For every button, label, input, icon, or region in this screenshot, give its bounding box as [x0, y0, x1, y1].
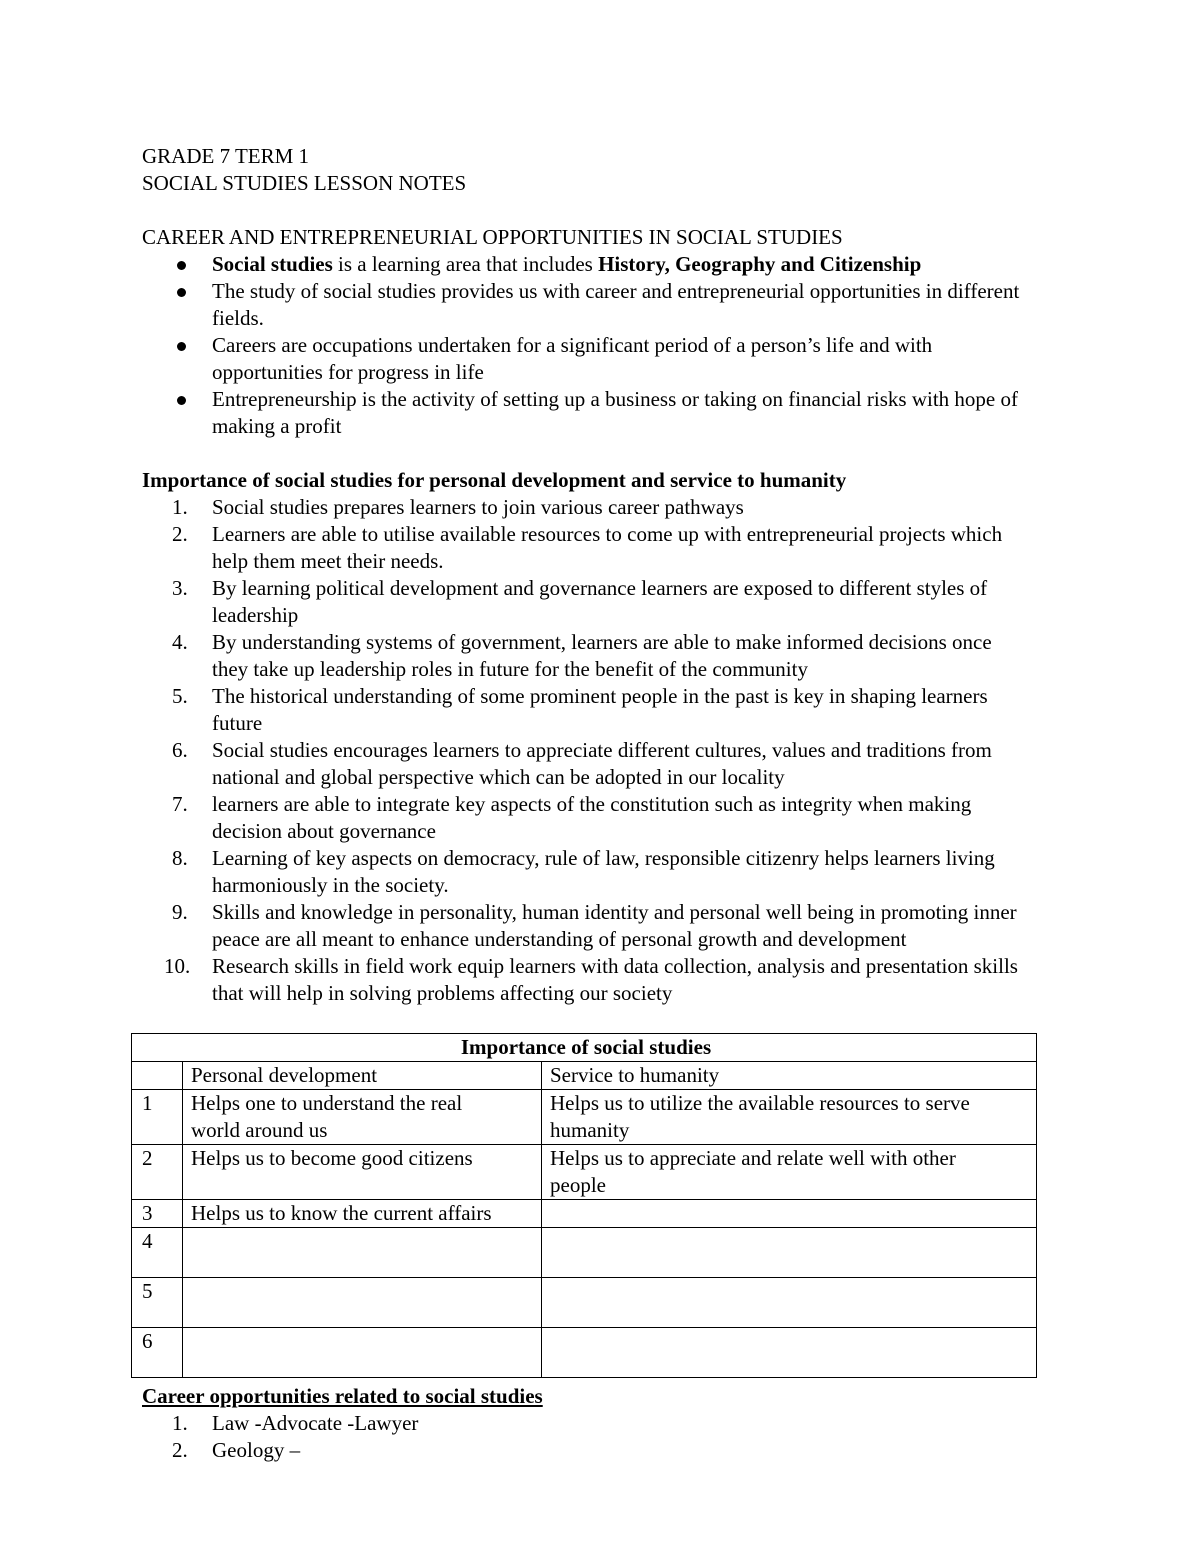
cell-text: Helps us to become good citizens — [191, 1146, 473, 1170]
list-text: peace are all meant to enhance understanding of personal growth and development — [212, 927, 907, 951]
cell-text: people — [550, 1173, 606, 1197]
list-text: they take up leadership roles in future for the benefit of the community — [212, 657, 808, 681]
row-index: 2 — [132, 1145, 183, 1200]
list-item — [142, 1437, 1132, 1464]
career-section — [142, 1383, 1132, 1464]
cell-text: Helps us to know the current affairs — [191, 1201, 492, 1225]
career-bullet-list — [142, 251, 1132, 440]
table-cell — [183, 1090, 542, 1145]
list-number: 1. — [172, 495, 188, 519]
list-item — [142, 737, 1132, 791]
list-text: Learning of key aspects on democracy, rule of law, responsible citizenry helps learners living — [212, 846, 995, 870]
list-item — [142, 332, 1132, 386]
bullet-icon — [177, 396, 186, 405]
list-number: 5. — [172, 684, 188, 708]
importance-table — [131, 1033, 1037, 1378]
column-header-personal: Personal development — [183, 1062, 542, 1090]
table-cell — [542, 1145, 1037, 1200]
bold-term: Social studies — [212, 252, 333, 276]
bullet-icon — [177, 288, 186, 297]
bullet-text: fields. — [212, 306, 264, 330]
table-cell — [132, 1062, 183, 1090]
list-item — [142, 899, 1132, 953]
list-text: decision about governance — [212, 819, 436, 843]
list-number: 3. — [172, 576, 188, 600]
table-row — [132, 1278, 1037, 1328]
table-cell — [183, 1278, 542, 1328]
list-text: Research skills in field work equip learners with data collection, analysis and presentation skills — [212, 954, 1018, 978]
list-text: future — [212, 711, 263, 735]
list-number: 9. — [172, 900, 188, 924]
list-number: 7. — [172, 792, 188, 816]
list-text: Social studies prepares learners to join various career pathways — [212, 495, 744, 519]
bullet-icon — [177, 342, 186, 351]
table-cell — [542, 1090, 1037, 1145]
list-item — [142, 386, 1132, 440]
bullet-icon — [177, 261, 186, 270]
list-text: Skills and knowledge in personality, human identity and personal well being in promoting inner — [212, 900, 1017, 924]
list-text: learners are able to integrate key aspects of the constitution such as integrity when making — [212, 792, 972, 816]
bullet-text: Entrepreneurship is the activity of setting up a business or taking on financial risks with hope of — [212, 387, 1018, 411]
section-title-importance: Importance of social studies for personal development and service to humanity — [142, 468, 847, 492]
section-title-career-opportunities: Career opportunities related to social studies — [142, 1384, 543, 1408]
table-cell — [542, 1200, 1037, 1228]
list-item — [142, 575, 1132, 629]
bullet-text: is a learning area that includes — [332, 252, 599, 276]
table-cell — [542, 1328, 1037, 1378]
list-item — [142, 494, 1132, 521]
table-header-row — [132, 1062, 1037, 1090]
list-text: help them meet their needs. — [212, 549, 444, 573]
list-number: 1. — [172, 1411, 188, 1435]
list-number: 2. — [172, 522, 188, 546]
list-item — [142, 251, 1132, 278]
bullet-text: making a profit — [212, 414, 342, 438]
list-text: leadership — [212, 603, 299, 627]
table-cell — [542, 1228, 1037, 1278]
importance-numbered-list — [142, 494, 1132, 1007]
bullet-text: opportunities for progress in life — [212, 360, 484, 384]
lesson-notes-heading: SOCIAL STUDIES LESSON NOTES — [142, 171, 467, 195]
table-cell — [183, 1200, 542, 1228]
bullet-text: The study of social studies provides us with career and entrepreneurial opportunities in different — [212, 279, 1020, 303]
table-row — [132, 1200, 1037, 1228]
list-text: national and global perspective which can be adopted in our locality — [212, 765, 785, 789]
list-text: By understanding systems of government, learners are able to make informed decisions once — [212, 630, 992, 654]
list-item — [142, 278, 1132, 332]
cell-text: Helps one to understand the real — [191, 1091, 463, 1115]
bullet-text: Careers are occupations undertaken for a significant period of a person’s life and with — [212, 333, 933, 357]
list-item — [142, 953, 1132, 1007]
table-row — [132, 1090, 1037, 1145]
list-item — [142, 683, 1132, 737]
document-body — [142, 143, 1132, 1007]
list-text: The historical understanding of some prominent people in the past is key in shaping learners — [212, 684, 988, 708]
table-cell — [183, 1145, 542, 1200]
cell-text: Helps us to utilize the available resources to serve — [550, 1091, 970, 1115]
table-cell — [183, 1328, 542, 1378]
row-index: 4 — [132, 1228, 183, 1278]
table-title: Importance of social studies — [132, 1034, 1037, 1062]
career-numbered-list — [142, 1410, 1132, 1464]
list-number: 8. — [172, 846, 188, 870]
list-item — [142, 845, 1132, 899]
list-text: Social studies encourages learners to appreciate different cultures, values and traditions from — [212, 738, 992, 762]
list-item — [142, 521, 1132, 575]
list-text: By learning political development and governance learners are exposed to different styles of — [212, 576, 988, 600]
list-text: Geology – — [212, 1438, 301, 1462]
cell-text: Helps us to appreciate and relate well with other — [550, 1146, 956, 1170]
cell-text: world around us — [191, 1118, 328, 1142]
table-row — [132, 1228, 1037, 1278]
list-text: that will help in solving problems affecting our society — [212, 981, 673, 1005]
table-cell — [542, 1278, 1037, 1328]
bold-term: History, Geography and Citizenship — [598, 252, 922, 276]
list-item — [142, 629, 1132, 683]
row-index: 3 — [132, 1200, 183, 1228]
list-number: 2. — [172, 1438, 188, 1462]
row-index: 1 — [132, 1090, 183, 1145]
table-row — [132, 1328, 1037, 1378]
list-item — [142, 1410, 1132, 1437]
list-number: 4. — [172, 630, 188, 654]
list-item — [142, 791, 1132, 845]
table-cell — [183, 1228, 542, 1278]
section-title-career: CAREER AND ENTREPRENEURIAL OPPORTUNITIES IN SOCIAL STUDIES — [142, 225, 843, 249]
grade-term-heading: GRADE 7 TERM 1 — [142, 144, 310, 168]
column-header-service: Service to humanity — [542, 1062, 1037, 1090]
cell-text: humanity — [550, 1118, 630, 1142]
list-text: Law -Advocate -Lawyer — [212, 1411, 419, 1435]
row-index: 6 — [132, 1328, 183, 1378]
table-title-row — [132, 1034, 1037, 1062]
list-text: harmoniously in the society. — [212, 873, 449, 897]
list-number: 6. — [172, 738, 188, 762]
table-row — [132, 1145, 1037, 1200]
list-text: Learners are able to utilise available resources to come up with entrepreneurial projects which — [212, 522, 1003, 546]
row-index: 5 — [132, 1278, 183, 1328]
list-number: 10. — [164, 954, 191, 978]
